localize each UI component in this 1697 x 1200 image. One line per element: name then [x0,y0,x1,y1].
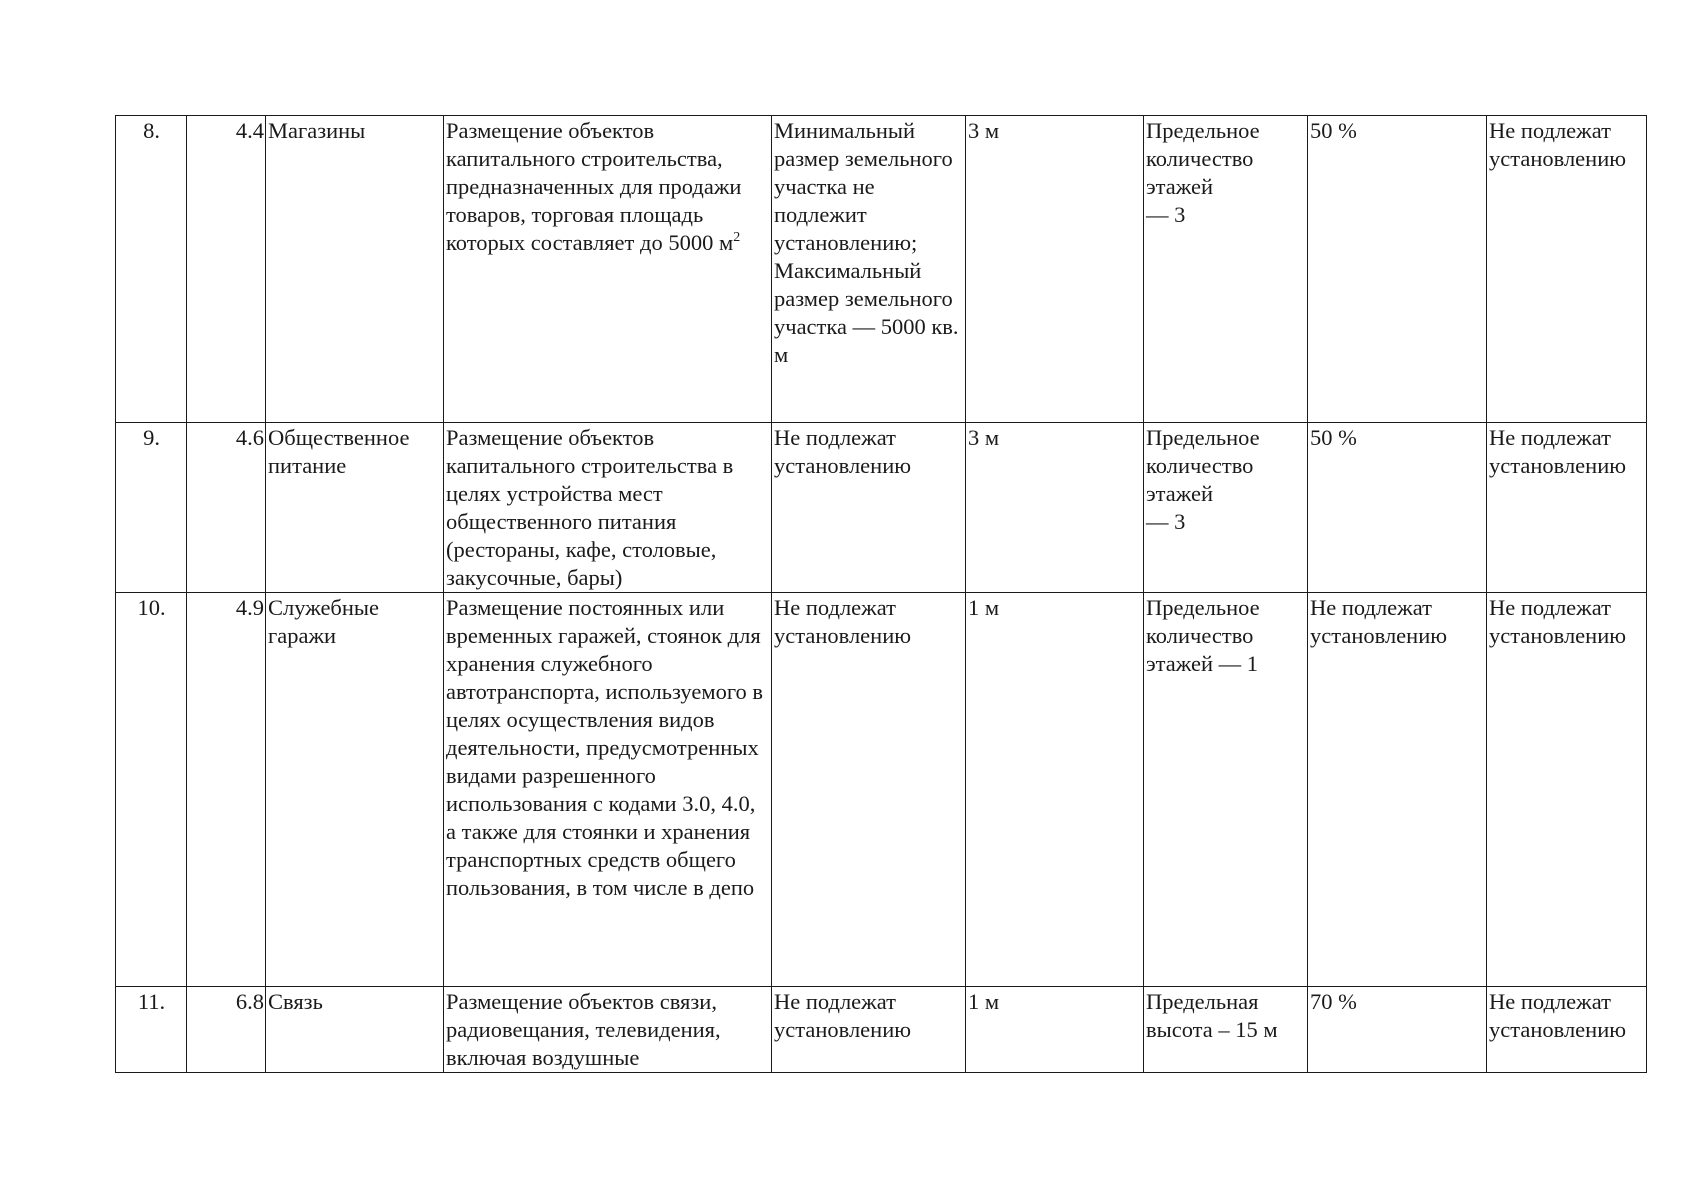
description-text: Размещение объектов капитального строительства, предназначенных для продажи товаров, торговая площадь которых составляет до 5000 м [446,118,742,255]
table-row [116,423,1647,593]
plot-size: Не подлежат установлению [772,593,966,987]
coverage: 70 % [1308,987,1487,1073]
row-number: 11. [116,987,187,1073]
setback: 3 м [966,423,1144,593]
use-name: Связь [266,987,444,1073]
restrictions: Не подлежат установлению [1487,987,1647,1073]
plot-size: Минимальный размер земельного участка не подлежит установлению; Максимальный размер земельного участка — 5000 кв. м [772,116,966,423]
setback: 1 м [966,593,1144,987]
coverage: Не подлежат установлению [1308,593,1487,987]
table-row [116,987,1647,1073]
plot-size: Не подлежат установлению [772,987,966,1073]
restrictions: Не подлежат установлению [1487,116,1647,423]
use-description: Размещение объектов связи, радиовещания, телевидения, включая воздушные [444,987,772,1073]
superscript: 2 [733,230,741,245]
floors-limit: Предельное количество этажей — 3 [1144,423,1308,593]
setback: 1 м [966,987,1144,1073]
use-description: Размещение постоянных или временных гаражей, стоянок для хранения служебного автотранспорта, используемого в целях осуществления видов деятельности, предусмотренных видами разрешенного использования с кодами 3.0, 4.0, а также для стоянки и хранения транспортных средств общего пользования, в том числе в депо [444,593,772,987]
plot-size: Не подлежат установлению [772,423,966,593]
coverage: 50 % [1308,423,1487,593]
setback: 3 м [966,116,1144,423]
floors-limit: Предельное количество этажей — 1 [1144,593,1308,987]
row-number: 10. [116,593,187,987]
use-code: 4.4 [187,116,266,423]
coverage: 50 % [1308,116,1487,423]
row-number: 8. [116,116,187,423]
use-name: Общественное питание [266,423,444,593]
restrictions: Не подлежат установлению [1487,423,1647,593]
use-code: 4.6 [187,423,266,593]
land-use-table [115,115,1647,1073]
row-number: 9. [116,423,187,593]
use-description [444,116,772,423]
use-code: 6.8 [187,987,266,1073]
floors-limit: Предельная высота – 15 м [1144,987,1308,1073]
table-row [116,116,1647,423]
use-name: Магазины [266,116,444,423]
use-name: Служебные гаражи [266,593,444,987]
floors-limit: Предельное количество этажей — 3 [1144,116,1308,423]
use-description: Размещение объектов капитального строительства в целях устройства мест общественного питания (рестораны, кафе, столовые, закусочные, бары) [444,423,772,593]
table-row [116,593,1647,987]
use-code: 4.9 [187,593,266,987]
restrictions: Не подлежат установлению [1487,593,1647,987]
